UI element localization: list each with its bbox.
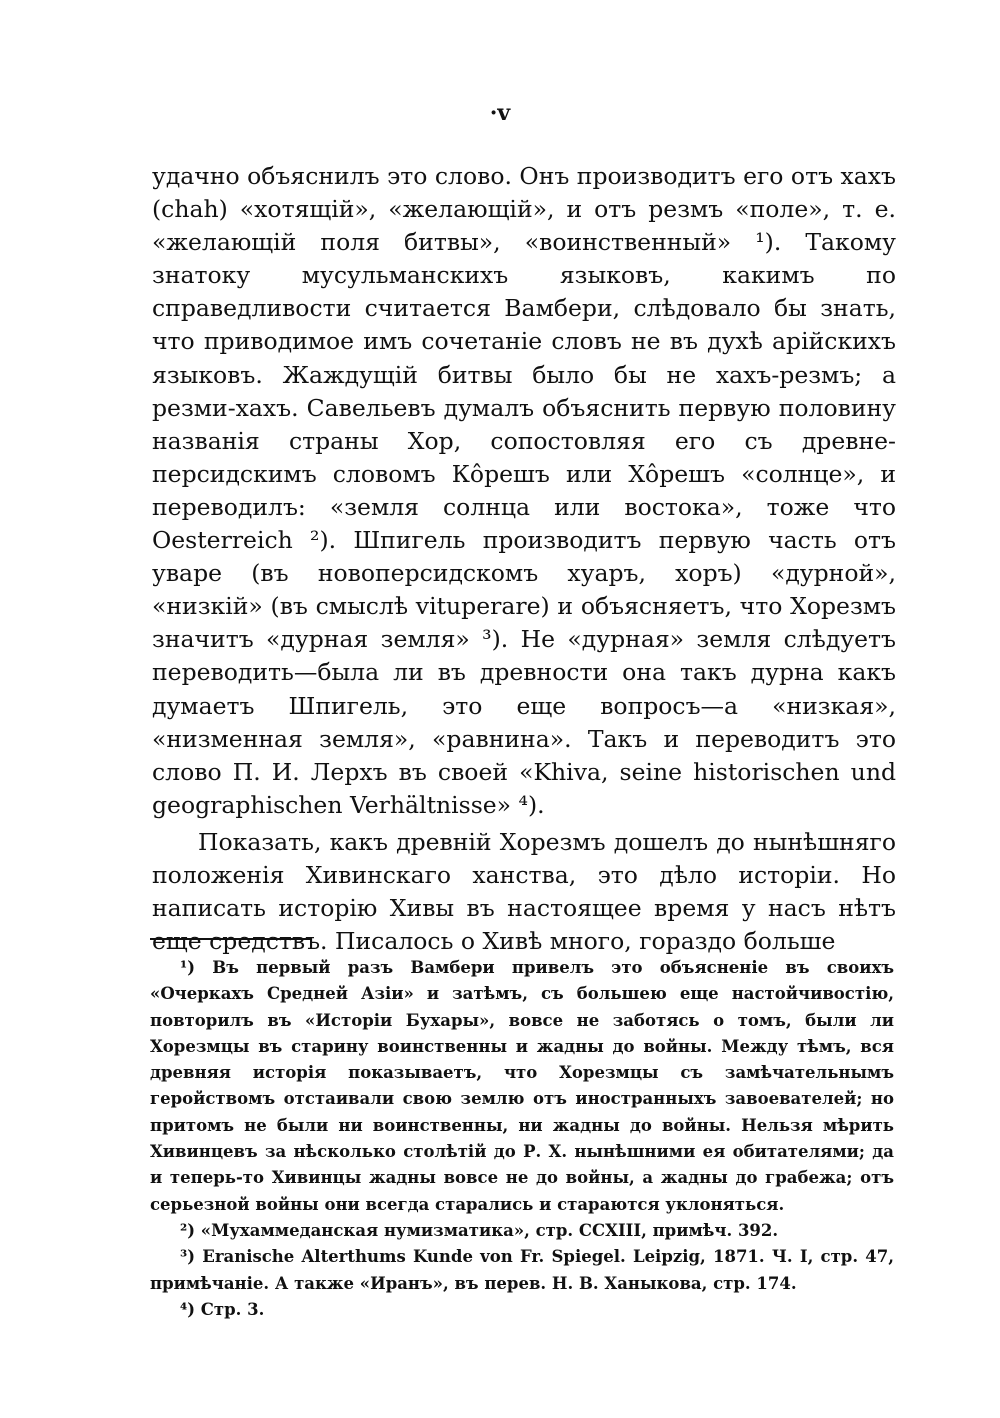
main-text <box>152 160 896 958</box>
page-number: ·v <box>489 100 511 126</box>
footnotes <box>150 955 894 1323</box>
body-paragraph-2: Показать, какъ древній Хорезмъ дошелъ до нынѣшняго положенія Хивинскаго ханства, это дѣло исторіи. Но написать исторію Хивы въ настоящее время у насъ нѣтъ еще средствъ. Писалось о Хивѣ много, гораздо больше <box>152 827 896 956</box>
body-paragraph-1: удачно объяснилъ это слово. Онъ производитъ его отъ хахъ (chah) «хотящій», «желающій», и отъ резмъ «поле», т. е. «желающій поля битвы», «воинственный» ¹). Такому знатоку мусульманскихъ языковъ, какимъ по справедливости считается Вамбери, слѣдовало бы знать, что приводимое имъ сочетаніе словъ не въ духѣ арійскихъ языковъ. Жаждущій битвы было бы не хахъ-резмъ; а резми-хахъ. Савельевъ думалъ объяснить первую половину названія страны Хор, сопостовляя его съ древне-персидскимъ словомъ Кôрешъ или Хôрешъ «солнце», и переводилъ: «земля солнца или востока», тоже что Oesterreich ²). Шпигель производитъ первую часть отъ уваре (въ новоперсидскомъ хуаръ, хоръ) «дурной», «низкій» (въ смыслѣ vituperare) и объясняетъ, что Хорезмъ значитъ «дурная земля» ³). Не «дурная» земля слѣдуетъ переводить—была ли въ древности она такъ дурна какъ думаетъ Шпигель, это еще вопросъ—а «низкая», «низменная земля», «равнина». Такъ и переводитъ это слово П. И. Лерхъ въ своей «Khiva, seine historischen und geographischen Verhältnisse» ⁴). <box>152 162 896 819</box>
footnote-divider <box>150 938 310 940</box>
footnote-3: ³) Eranische Alterthums Kunde von Fr. Spiegel. Leipzig, 1871. Ч. I, стр. 47, примѣчаніе. А также «Иранъ», въ перев. Н. В. Ханыкова, стр. 174. <box>150 1247 894 1293</box>
footnote-4: ⁴) Стр. 3. <box>180 1299 265 1319</box>
footnote-1: ¹) Въ первый разъ Вамбери привелъ это объясненіе въ своихъ «Очеркахъ Средней Азіи» и затѣмъ, съ большею еще настойчивостію, повторилъ въ «Исторіи Бухары», вовсе не заботясь о томъ, были ли Хорезмцы въ старину воинственны и жадны до войны. Между тѣмъ, вся древняя исторія показываетъ, что Хорезмцы съ замѣчательнымъ геройствомъ отстаивали свою землю отъ иностранныхъ завоевателей; но притомъ не были ни воинственны, ни жадны до войны. Нельзя мѣрить Хивинцевъ за нѣсколько столѣтій до Р. Х. нынѣшними ея обитателями; да и теперь-то Хивинцы жадны вовсе не до войны, а жадны до грабежа; отъ серьезной войны они всегда старались и стараются уклоняться. <box>150 958 894 1214</box>
footnote-2: ²) «Мухаммеданская нумизматика», стр. CCXIII, примѣч. 392. <box>180 1220 779 1240</box>
